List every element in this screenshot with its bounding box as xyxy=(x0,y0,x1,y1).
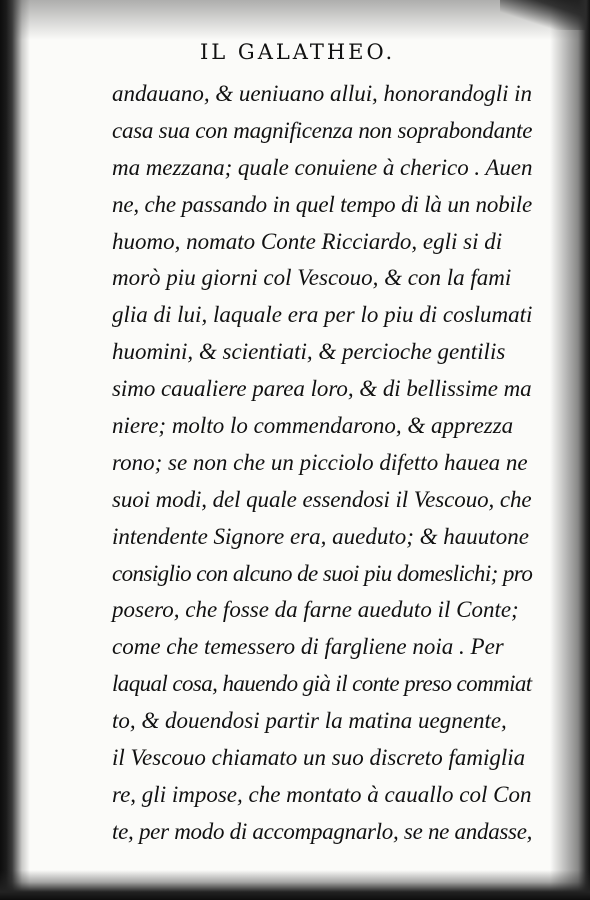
text-line: huomini, & scientiati, & percioche gentilis xyxy=(112,339,506,365)
text-line: ma mezzana; quale conuiene à cherico . Auen xyxy=(112,154,533,180)
text-line: posero, che fosse da farne aueduto il Conte; xyxy=(112,597,519,623)
text-line: rono; se non che un picciolo difetto hauea ne xyxy=(112,449,528,475)
text-line: il Vescouo chiamato un suo discreto famiglia xyxy=(112,745,526,771)
page-edge-right xyxy=(550,0,590,900)
text-line: morò piu giorni col Vescouo, & con la fami xyxy=(112,265,512,291)
running-head: IL GALATHEO. xyxy=(200,40,396,64)
body-text xyxy=(112,76,532,851)
text-line: simo caualiere parea loro, & di bellissime ma xyxy=(112,376,532,402)
text-line: to, & douendosi partir la matina uegnente, xyxy=(112,708,507,734)
text-line: glia di lui, laquale era per lo piu di coslumati xyxy=(112,302,533,328)
page-edge-bottom xyxy=(0,870,590,900)
text-line: suoi modi, del quale essendosi il Vescouo, che xyxy=(112,486,532,512)
text-line: huomo, nomato Conte Ricciardo, egli si di xyxy=(112,228,503,254)
text-line: consiglio con alcuno de suoi piu domeslichi; pro xyxy=(112,560,533,586)
text-line: niere; molto lo commendarono, & apprezza xyxy=(112,413,514,439)
text-line: laqual cosa, hauendo già il conte preso commiat xyxy=(112,671,532,697)
book-gutter-edge xyxy=(0,0,30,900)
text-line: casa sua con magnificenza non soprabondante xyxy=(112,117,533,143)
text-line: come che temessero di fargliene noia . Per xyxy=(112,634,504,660)
text-line: te, per modo di accompagnarlo, se ne andasse, xyxy=(112,818,533,844)
text-line: andauano, & ueniuano allui, honorandogli in xyxy=(112,81,533,106)
text-line: ne, che passando in quel tempo di là un nobile xyxy=(112,191,532,217)
text-line: intendente Signore era, aueduto; & hauutone xyxy=(112,523,529,549)
text-line: re, gli impose, che montato à cauallo col Con xyxy=(112,781,532,807)
